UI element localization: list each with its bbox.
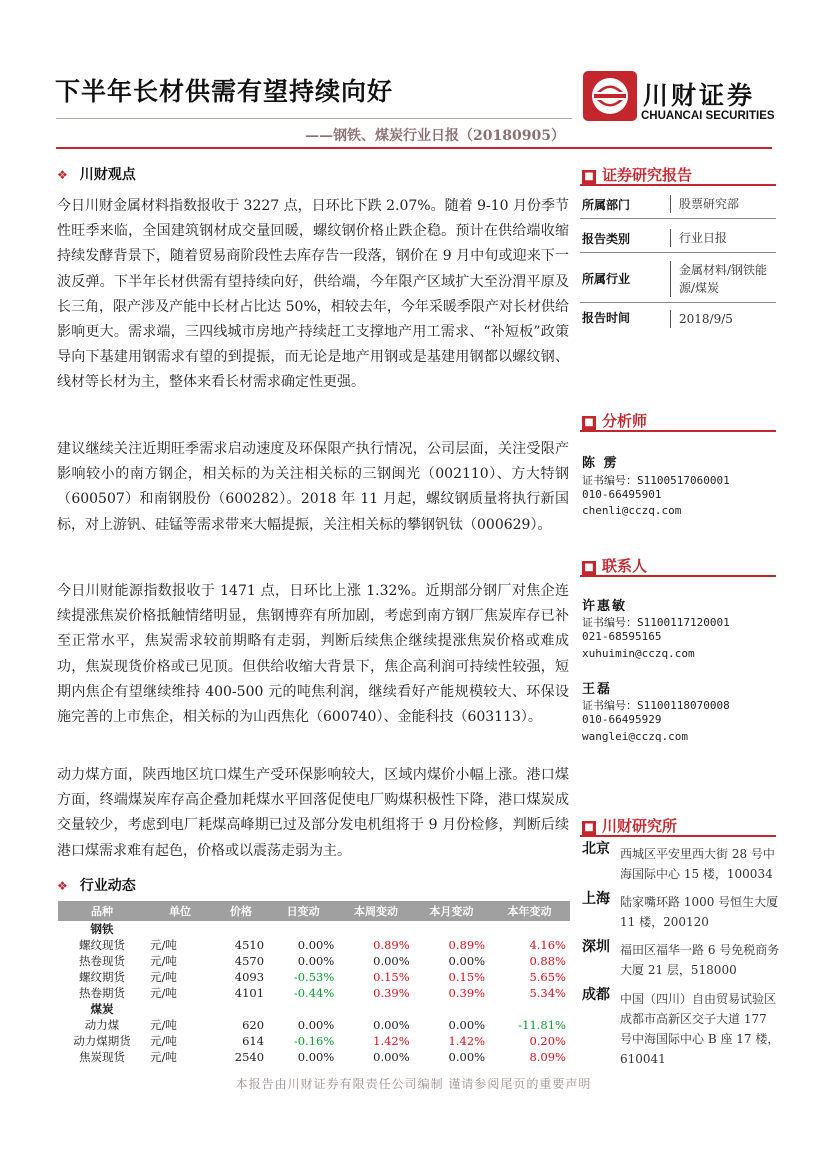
contact-email[interactable]: wanglei@cczq.com	[582, 730, 688, 743]
cell-price: 2540	[234, 1050, 265, 1064]
cell-unit: 元/吨	[150, 970, 177, 984]
office-city: 上海	[582, 891, 610, 907]
cell-name: 热卷期货	[79, 986, 125, 1000]
cell-price: 620	[242, 1018, 265, 1032]
cell-month-change: 0.00%	[448, 954, 486, 968]
table-row	[58, 985, 570, 1001]
cell-day-change: 0.00%	[297, 1050, 335, 1064]
col-header: 本年变动	[489, 901, 570, 921]
diamond-bullet-icon: ❖	[57, 168, 68, 182]
table-header-row	[58, 901, 570, 921]
cell-month-change: 0.39%	[448, 986, 486, 1000]
sidebar-red-rule	[580, 430, 776, 432]
footer-disclaimer: 本报告由川财证券有限责任公司编制 谨请参阅尾页的重要声明	[235, 1077, 592, 1091]
cell-unit: 元/吨	[150, 938, 177, 952]
cell-month-change: 0.89%	[448, 938, 486, 952]
sidebar-heading-institute: ■ 川财研究所	[582, 815, 677, 836]
contact-phone: 010-66495929	[582, 713, 662, 726]
table-row	[58, 937, 570, 953]
cell-name: 动力煤	[84, 1018, 120, 1032]
col-header: 价格	[214, 901, 268, 921]
group-label: 煤炭	[90, 1002, 114, 1016]
contact-cert: 证书编号：S1100117120001	[582, 616, 730, 629]
title-divider	[56, 118, 572, 119]
contact-phone: 021-68595165	[582, 630, 662, 643]
cell-week-change: 0.39%	[373, 986, 410, 1000]
cell-name: 动力煤期货	[73, 1034, 131, 1048]
cell-name: 螺纹期货	[79, 970, 125, 984]
cell-year-change: 5.34%	[529, 986, 566, 1000]
square-bullet-icon: ■	[582, 416, 596, 430]
table-row	[58, 953, 570, 969]
cell-week-change: 0.00%	[373, 1018, 410, 1032]
report-subtitle: ——钢铁、煤炭行业日报（20180905）	[305, 128, 565, 144]
cell-month-change: 0.00%	[448, 1018, 486, 1032]
paragraph-3: 今日川财能源指数报收于 1471 点，日环比上涨 1.32%。近期部分钢厂对焦企连续提涨焦炭价格抵触情绪明显，焦钢博弈有所加剧，考虑到南方钢厂焦炭库存已补至正常水平，焦炭需求较前期略有走弱，判断后续焦企继续提涨焦炭价格或难成功，焦炭现货价格或已见顶。但供给收缩大背景下，焦企高利润可持续性较强，短期内焦企有望继续维持 400-500 元的吨焦利润，继续看好产能规模较大、环保设施完善的上市焦企，相关标的为山西焦化（600740）、金能科技（603113）。	[57, 583, 569, 726]
col-header: 日变动	[268, 901, 338, 921]
cell-price: 4510	[234, 938, 265, 952]
square-bullet-icon: ■	[582, 821, 596, 835]
office-address: 西城区平安里西大街 28 号中海国际中心 15 楼，100034	[620, 847, 775, 881]
col-header: 单位	[146, 901, 214, 921]
contact-name: 王磊	[582, 682, 613, 697]
cell-week-change: 0.89%	[373, 938, 410, 952]
col-header: 本月变动	[414, 901, 489, 921]
square-bullet-icon: ■	[582, 561, 596, 575]
cell-week-change: 1.42%	[373, 1034, 410, 1048]
cell-unit: 元/吨	[150, 1050, 177, 1064]
info-value-industry: 金属材料/钢铁能源/煤炭	[670, 261, 775, 297]
info-value-dept: 股票研究部	[670, 195, 739, 213]
cell-month-change: 1.42%	[448, 1034, 486, 1048]
info-label-industry: 所属行业	[582, 272, 631, 286]
cell-day-change: 0.00%	[297, 938, 335, 952]
section-heading-industry: ❖ 行业动态	[57, 878, 136, 894]
table-row	[58, 1017, 570, 1033]
paragraph-4: 动力煤方面，陕西地区坑口煤生产受环保影响较大，区域内煤价小幅上涨。港口煤方面，终端煤炭库存高企叠加耗煤水平回落促使电厂购煤积极性下降，港口煤炭成交量较少，考虑到电厂耗煤高峰期已过及部分发电机组将于 9 月份检修，判断后续港口煤需求难有起色，价格或以震荡走弱为主。	[57, 767, 569, 859]
paragraph-1: 今日川财金属材料指数报收于 3227 点，日环比下跌 2.07%。随着 9-10 月份季节性旺季来临，全国建筑钢材成交量回暖，螺纹钢价格止跌企稳。预计在供给端收缩持续发酵背景下，随着贸易商阶段性去库存告一段落，钢价在 9 月中旬或迎来下一波反弹。下半年长材供需有望持续向好，供给端，今年限产区域扩大至汾渭平原及长三角，限产涉及产能中长材占比达 50%，相较去年，今年采暖季限产对长材供给影响更大。需求端，三四线城市房地产持续赶工支撑地产用工需求、“补短板”政策导向下基建用钢需求有望的到提振，而无论是地产用钢或是基建用钢都以螺纹钢、线材等长材为主，整体来看长材需求确定性更强。	[57, 198, 569, 391]
cell-week-change: 0.00%	[373, 954, 410, 968]
square-bullet-icon: ■	[582, 170, 596, 184]
cell-day-change: -0.53%	[293, 970, 335, 984]
report-title: 下半年长材供需有望持续向好	[55, 77, 394, 106]
cell-week-change: 0.00%	[373, 1050, 410, 1064]
cell-price: 4093	[234, 970, 265, 984]
info-label-type: 报告类别	[582, 232, 631, 246]
info-label-date: 报告时间	[582, 311, 631, 325]
cell-name: 焦炭现货	[79, 1050, 125, 1064]
cell-price: 4101	[234, 986, 265, 1000]
office-city: 北京	[582, 841, 610, 857]
group-label: 钢铁	[90, 922, 114, 936]
cell-month-change: 0.00%	[448, 1050, 486, 1064]
cell-day-change: -0.44%	[293, 986, 335, 1000]
table-group-row	[58, 1001, 570, 1017]
cell-year-change: -11.81%	[518, 1018, 566, 1032]
office-address: 福田区福华一路 6 号免税商务大厦 21 层，518000	[620, 943, 780, 977]
table-group-row	[58, 921, 570, 937]
sidebar-heading-report: ■ 证券研究报告	[582, 164, 692, 185]
cell-unit: 元/吨	[150, 1034, 177, 1048]
info-divider	[580, 252, 776, 253]
table-row	[58, 969, 570, 985]
cell-year-change: 5.65%	[529, 970, 566, 984]
cell-unit: 元/吨	[150, 1018, 177, 1032]
contact-email[interactable]: xuhuimin@cczq.com	[582, 647, 695, 660]
analyst-email[interactable]: chenli@cczq.com	[582, 504, 682, 517]
price-table	[58, 901, 570, 1065]
cell-unit: 元/吨	[150, 986, 177, 1000]
paragraph-2: 建议继续关注近期旺季需求启动速度及环保限产执行情况，公司层面，关注受限产影响较小的南方钢企，相关标的为关注相关标的三钢闽光（002110）、方大特钢（600507）和南钢股份（600282）。2018 年 11 月起，螺纹钢质量将执行新国标，对上游钒、硅锰等需求带来大幅提振，关注相关标的攀钢钒钛（000629）。	[57, 441, 569, 533]
sidebar-red-rule	[580, 184, 776, 186]
brand-name-en: CHUANCAI SECURITIES	[641, 110, 775, 122]
table-row	[58, 1049, 570, 1065]
cell-month-change: 0.15%	[448, 970, 486, 984]
cell-price: 4570	[234, 954, 265, 968]
table-row	[58, 1033, 570, 1049]
cell-year-change: 0.20%	[529, 1034, 566, 1048]
cell-price: 614	[242, 1034, 265, 1048]
info-value-date: 2018/9/5	[670, 310, 733, 328]
info-value-type: 行业日报	[670, 229, 727, 247]
analyst-cert: 证书编号：S1100517060001	[582, 474, 730, 487]
info-divider	[580, 218, 776, 219]
analyst-name: 陈 雳	[582, 456, 619, 471]
cell-day-change: 0.00%	[297, 1018, 335, 1032]
cell-week-change: 0.15%	[373, 970, 410, 984]
info-label-dept: 所属部门	[582, 198, 631, 212]
cell-name: 热卷现货	[79, 954, 125, 968]
header-red-rule	[56, 147, 772, 149]
contact-name: 许惠敏	[582, 599, 628, 614]
cell-year-change: 8.09%	[529, 1050, 566, 1064]
cell-year-change: 4.16%	[529, 938, 566, 952]
office-city: 成都	[582, 987, 610, 1003]
cell-day-change: -0.16%	[293, 1034, 335, 1048]
contact-cert: 证书编号：S1100118070008	[582, 699, 730, 712]
col-header: 本周变动	[338, 901, 413, 921]
cell-year-change: 0.88%	[529, 954, 566, 968]
cell-name: 螺纹现货	[79, 938, 125, 952]
analyst-phone: 010-66495901	[582, 488, 662, 501]
sidebar-heading-contacts: ■ 联系人	[582, 555, 647, 576]
office-city: 深圳	[582, 939, 610, 955]
info-divider	[580, 302, 776, 303]
cell-day-change: 0.00%	[297, 954, 335, 968]
sidebar-heading-analyst: ■ 分析师	[582, 410, 647, 431]
sidebar-red-rule	[580, 835, 776, 837]
brand-logo-icon	[583, 71, 637, 121]
section-heading-view: ❖ 川财观点	[57, 167, 136, 183]
sidebar-red-rule	[580, 575, 776, 577]
col-header: 品种	[58, 901, 146, 921]
brand-name-cn: 川财证券	[643, 81, 756, 110]
office-address: 中国（四川）自由贸易试验区成都市高新区交子大道 177 号中海国际中心 B 座 17 楼，610041	[620, 992, 780, 1066]
office-address: 陆家嘴环路 1000 号恒生大厦 11 楼，200120	[620, 895, 779, 929]
cell-unit: 元/吨	[150, 954, 177, 968]
diamond-bullet-icon: ❖	[57, 879, 68, 893]
